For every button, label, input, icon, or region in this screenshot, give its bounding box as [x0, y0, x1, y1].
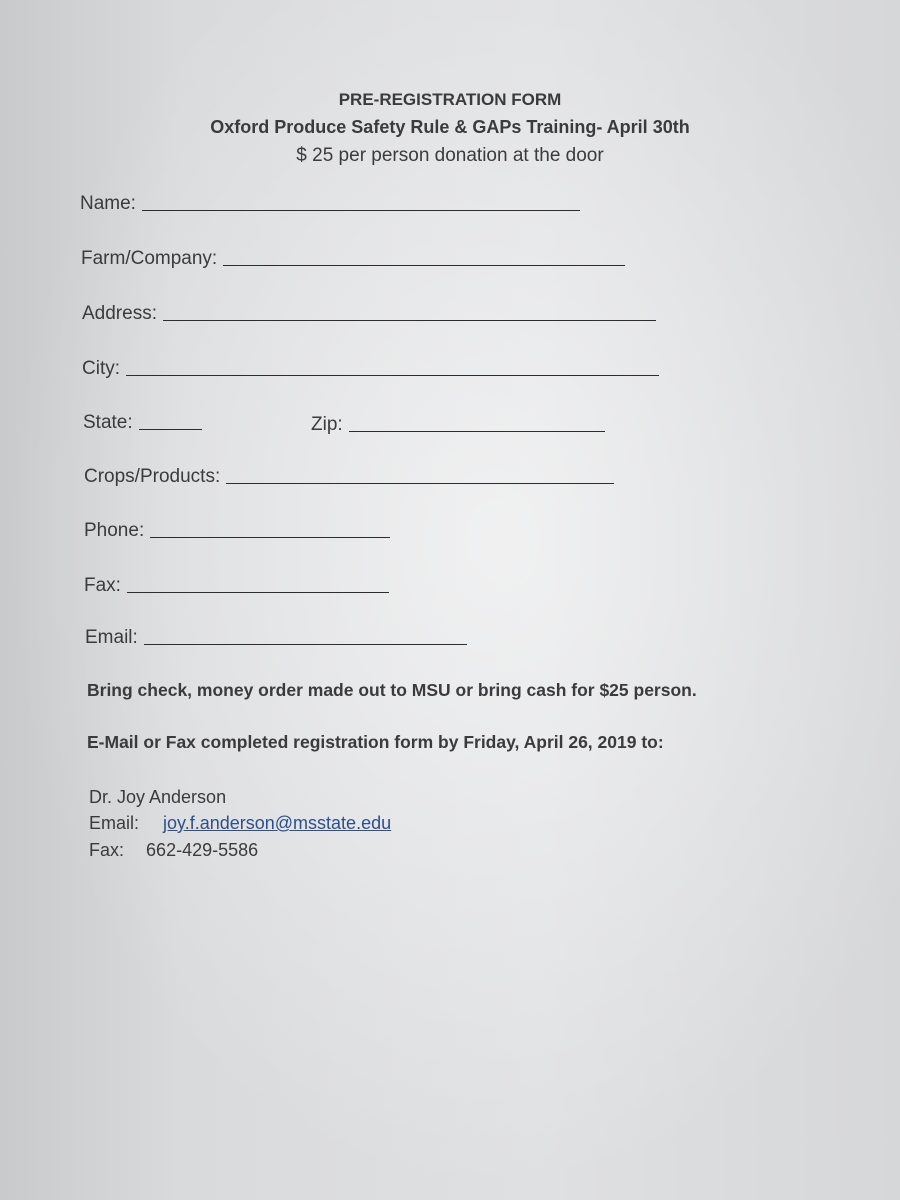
address-field[interactable] [82, 303, 656, 325]
phone-label: Phone: [84, 520, 145, 541]
fax-field[interactable] [84, 575, 389, 597]
phone-line[interactable] [150, 536, 390, 538]
zip-label: Zip: [311, 414, 343, 435]
name-field[interactable] [80, 193, 580, 215]
crops-field[interactable] [84, 466, 614, 488]
contact-fax-row [89, 840, 258, 861]
zip-field[interactable] [311, 414, 605, 436]
name-line[interactable] [142, 209, 580, 211]
fax-line[interactable] [127, 591, 389, 593]
email-label: Email: [85, 627, 138, 648]
contact-email-row [89, 813, 391, 834]
city-field[interactable] [82, 358, 659, 380]
zip-line[interactable] [349, 430, 605, 432]
farm-label: Farm/Company: [81, 248, 218, 269]
contact-name: Dr. Joy Anderson [89, 787, 227, 807]
email-line[interactable] [144, 643, 467, 645]
name-label: Name: [80, 193, 136, 214]
contact-fax-number: 662-429-5586 [146, 840, 259, 860]
form-subtitle: Oxford Produce Safety Rule & GAPs Training- April 30th [210, 117, 690, 137]
deadline-note: E-Mail or Fax completed registration form by Friday, April 26, 2019 to: [87, 732, 664, 752]
contact-fax-label: Fax: [89, 840, 125, 860]
address-line[interactable] [163, 319, 656, 321]
farm-field[interactable] [81, 248, 625, 270]
state-line[interactable] [139, 428, 202, 430]
state-field[interactable] [83, 412, 202, 434]
fax-label: Fax: [84, 575, 121, 596]
city-label: City: [82, 358, 120, 379]
crops-line[interactable] [226, 482, 614, 484]
payment-note: Bring check, money order made out to MSU or bring cash for $25 person. [87, 680, 697, 700]
farm-line[interactable] [223, 264, 625, 266]
form-title: PRE-REGISTRATION FORM [338, 90, 562, 109]
price-note: $ 25 per person donation at the door [296, 145, 604, 166]
contact-email-link[interactable]: joy.f.anderson@msstate.edu [163, 813, 392, 833]
contact-email-label: Email: [89, 813, 140, 833]
address-label: Address: [82, 303, 157, 324]
email-field[interactable] [85, 627, 467, 649]
city-line[interactable] [126, 374, 659, 376]
state-label: State: [83, 412, 133, 433]
phone-field[interactable] [84, 520, 390, 542]
crops-label: Crops/Products: [84, 466, 221, 487]
